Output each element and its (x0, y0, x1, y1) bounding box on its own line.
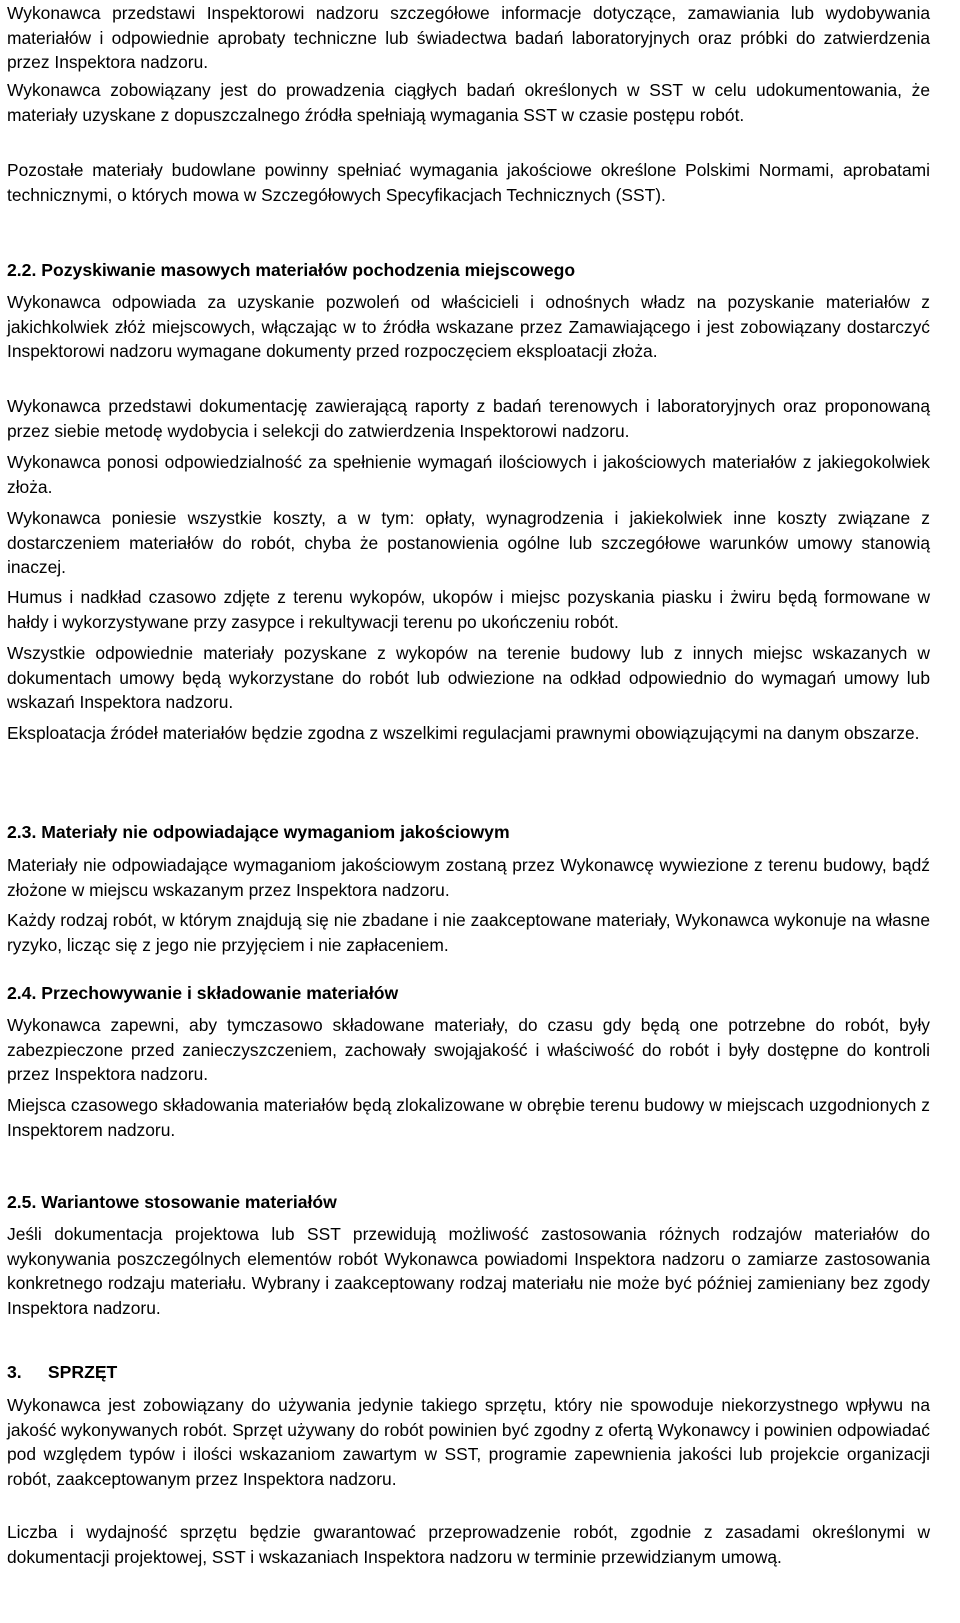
section-2-3-heading (7, 820, 930, 844)
section-2-4-title: Przechowywanie i składowanie materiałów (41, 983, 399, 1003)
paragraph-intro-2: Wykonawca zobowiązany jest do prowadzenia ciągłych badań określonych w SST w celu udokumentowania, że materiały uzyskane z dopuszczalnego źródła spełniają wymagania SST w czasie postępu robót. (7, 80, 930, 125)
section-2-3-paragraph-1: Materiały nie odpowiadające wymaganiom jakościowym zostaną przez Wykonawcę wywiezione z terenu budowy, bądź złożone w miejscu wskazanym przez Inspektora nadzoru. (7, 855, 930, 900)
section-2-2-paragraph-7: Eksploatacja źródeł materiałów będzie zgodna z wszelkimi regulacjami prawnymi obowiązującymi na danym obszarze. (7, 723, 920, 743)
section-2-2-number: 2.2. (7, 260, 37, 280)
section-2-4-heading (7, 981, 930, 1005)
section-2-3-title: Materiały nie odpowiadające wymaganiom jakościowym (41, 822, 510, 842)
section-3-paragraph-1: Wykonawca jest zobowiązany do używania jedynie takiego sprzętu, który nie spowoduje niekorzystnego wpływu na jakość wykonywanych robót. Sprzęt używany do robót powinien być zgodny z ofertą Wykonawcy i powinien odpowiadać pod względem typów i ilości wskazaniom zawartym w SST, programie zapewnienia jakości lub projekcie organizacji robót, zaakceptowanym przez Inspektora nadzoru. (7, 1395, 930, 1489)
section-2-4-number: 2.4. (7, 983, 37, 1003)
section-2-2-paragraph-3: Wykonawca ponosi odpowiedzialność za spełnienie wymagań ilościowych i jakościowych materiałów z jakiegokolwiek złoża. (7, 452, 930, 497)
section-2-2-paragraph-5: Humus i nadkład czasowo zdjęte z terenu wykopów, ukopów i miejsc pozyskania piasku i żwiru będą formowane w hałdy i wykorzystywane przy zasypce i rekultywacji terenu po ukończeniu robót. (7, 587, 930, 632)
section-3-paragraph-2: Liczba i wydajność sprzętu będzie gwarantować przeprowadzenie robót, zgodnie z zasadami określonymi w dokumentacji projektowej, SST i wskazaniach Inspektora nadzoru w terminie przewidzianym umową. (7, 1522, 930, 1567)
section-2-3-paragraph-2: Każdy rodzaj robót, w którym znajdują się nie zbadane i nie zaakceptowane materiały, Wykonawca wykonuje na własne ryzyko, licząc się z jego nie przyjęciem i nie zapłaceniem. (7, 910, 930, 955)
section-2-2-paragraph-6: Wszystkie odpowiednie materiały pozyskane z wykopów na terenie budowy lub z innych miejsc wskazanych w dokumentach umowy będą wykorzystane do robót lub odwiezione na odkład odpowiednio do wymagań umowy lub wskazań Inspektora nadzoru. (7, 643, 930, 713)
section-2-2-title: Pozyskiwanie masowych materiałów pochodzenia miejscowego (41, 260, 576, 280)
paragraph-intro-1: Wykonawca przedstawi Inspektorowi nadzoru szczegółowe informacje dotyczące, zamawiania lub wydobywania materiałów i odpowiednie aprobaty techniczne lub świadectwa badań laboratoryjnych oraz próbki do zatwierdzenia przez Inspektora nadzoru. (7, 3, 930, 73)
section-2-5-number: 2.5. (7, 1192, 37, 1212)
section-3-number: 3. (7, 1362, 22, 1382)
section-3-heading (7, 1360, 930, 1384)
section-2-5-heading (7, 1190, 930, 1214)
section-2-4-paragraph-2: Miejsca czasowego składowania materiałów będą zlokalizowane w obrębie terenu budowy w miejscach uzgodnionych z Inspektorem nadzoru. (7, 1095, 930, 1140)
section-3-title: SPRZĘT (47, 1362, 118, 1382)
section-2-2-heading (7, 258, 930, 282)
section-2-4-paragraph-1: Wykonawca zapewni, aby tymczasowo składowane materiały, do czasu gdy będą one potrzebne do robót, były zabezpieczone przed zanieczyszczeniem, zachowały swojąjakość i właściwość do robót i były dostępne do kontroli przez Inspektora nadzoru. (7, 1015, 930, 1085)
section-2-2-paragraph-2: Wykonawca przedstawi dokumentację zawierającą raporty z badań terenowych i laboratoryjnych oraz proponowaną przez siebie metodę wydobycia i selekcji do zatwierdzenia Inspektorowi nadzoru. (7, 396, 930, 441)
paragraph-intro-3: Pozostałe materiały budowlane powinny spełniać wymagania jakościowe określone Polskimi Normami, aprobatami technicznymi, o których mowa w Szczegółowych Specyfikacjach Technicznych (SST). (7, 160, 930, 205)
section-2-2-paragraph-4: Wykonawca poniesie wszystkie koszty, a w tym: opłaty, wynagrodzenia i jakiekolwiek inne koszty związane z dostarczeniem materiałów do robót, chyba że postanowienia ogólne lub szczegółowe warunków umowy stanowią inaczej. (7, 508, 930, 578)
section-2-2-paragraph-1: Wykonawca odpowiada za uzyskanie pozwoleń od właścicieli i odnośnych władz na pozyskanie materiałów z jakichkolwiek złóż miejscowych, włączając w to źródła wskazane przez Zamawiającego i jest zobowiązany dostarczyć Inspektorowi nadzoru wymagane dokumenty przed rozpoczęciem eksploatacji złoża. (7, 292, 930, 362)
section-2-5-title: Wariantowe stosowanie materiałów (41, 1192, 337, 1212)
section-2-5-paragraph-1: Jeśli dokumentacja projektowa lub SST przewidują możliwość zastosowania różnych rodzajów materiałów do wykonywania poszczególnych elementów robót Wykonawca powiadomi Inspektora nadzoru o zamiarze zastosowania konkretnego rodzaju materiału. Wybrany i zaakceptowany rodzaj materiału nie może być później zamieniany bez zgody Inspektora nadzoru. (7, 1224, 930, 1318)
section-2-3-number: 2.3. (7, 822, 37, 842)
